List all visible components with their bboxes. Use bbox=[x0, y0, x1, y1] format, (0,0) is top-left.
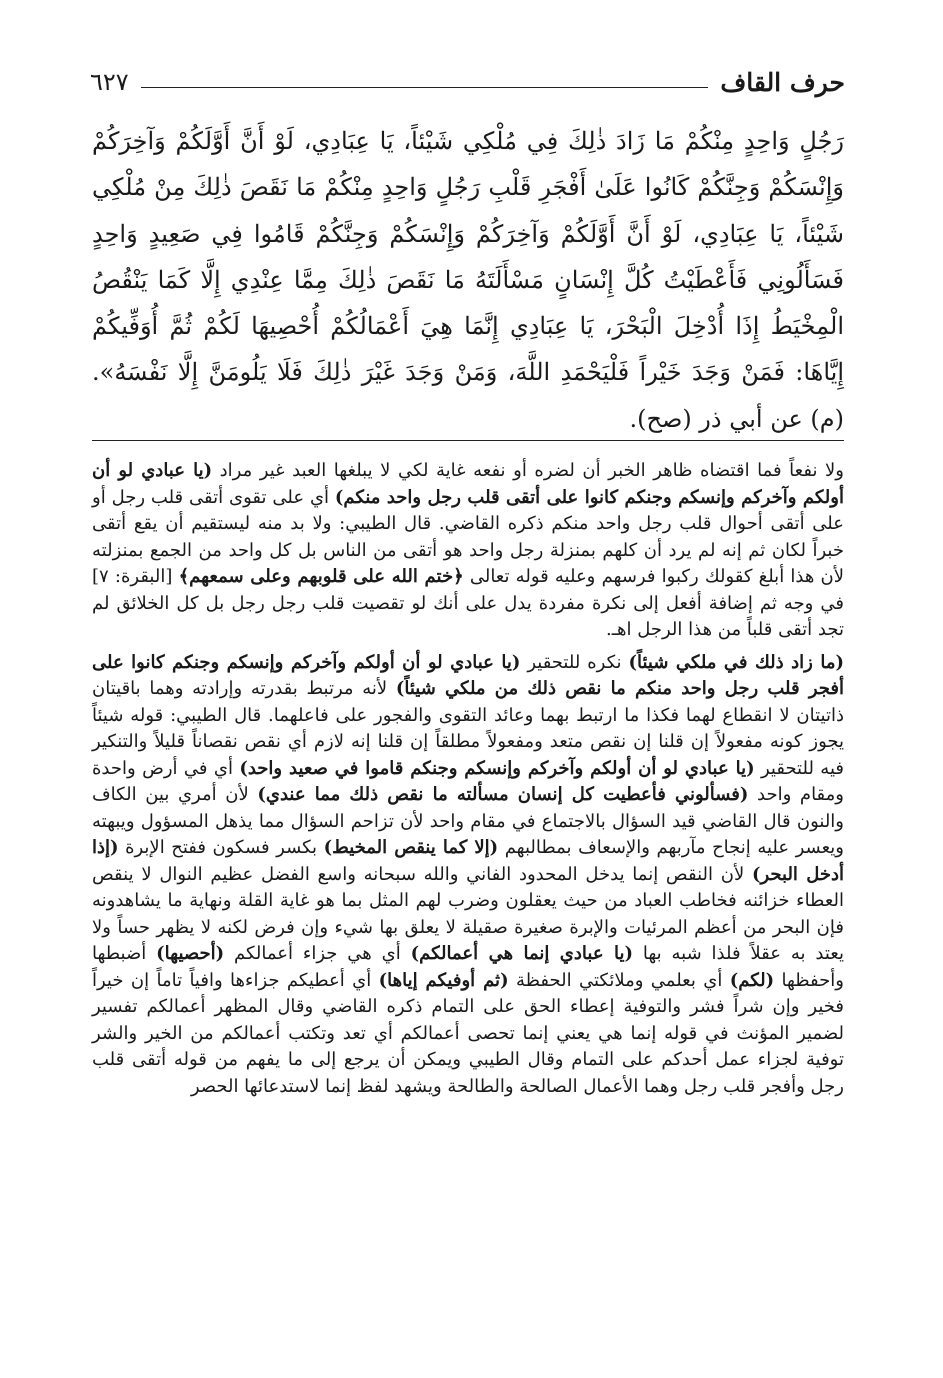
commentary-text: أي في أرض واحدة ومقام واحد bbox=[92, 757, 844, 805]
header-rule bbox=[141, 87, 709, 88]
page-header bbox=[90, 62, 845, 102]
commentary-block bbox=[92, 458, 844, 1100]
running-title: حرف القاف bbox=[720, 67, 845, 97]
commentary-text: لأن النقص إنما يدخل المحدود الفاني والله سبحانه واسع الفضل عظيم النوال لا ينقص العطاء خزائنه فخاطب العباد من حيث يعقلون وضرب لهم المثل بما هو غاية القلة ونهاية ما يشاهدونه فإن البحر من أعظم المرئيات والإبرة صغيرة صقيلة لا يعلق بها شيء وإن فرض لكنه لا يظهر حساً ولا يعتد به عقلاً فلذا شبه بها bbox=[92, 863, 844, 964]
commentary-text: أي بعلمي وملائكتي الحفظة bbox=[508, 969, 730, 991]
commentary-text: بكسر فسكون ففتح الإبرة bbox=[118, 837, 324, 858]
hadith-quote: (يا عبادي إنما هي أعمالكم) bbox=[410, 943, 633, 964]
hadith-text: رَجُلٍ وَاحِدٍ مِنْكُمْ مَا زَادَ ذٰلِكَ فِي مُلْكِي شَيْئاً، يَا عِبَادِي، لَوْ أَنَّ أَوَّلَكُمْ وَآخِرَكُمْ وَإِنْسَكُمْ وَجِنَّكُمْ كَانُوا عَلَىٰ أَفْجَرِ قَلْبِ رَجُلٍ وَاحِدٍ مِنْكُمْ مَا نَقَصَ ذٰلِكَ مِنْ مُلْكِي شَيْئاً، يَا عِبَادِي، لَوْ أَنَّ أَوَّلَكُمْ وَآخِرَكُمْ وَإِنْسَكُمْ وَجِنَّكُمْ قَامُوا فِي صَعِيدٍ وَاحِدٍ فَسَأَلُونِي فَأَعْطَيْتُ كُلَّ إِنْسَانٍ مَسْأَلَتَهُ مَا نَقَصَ ذٰلِكَ مِمَّا عِنْدِي إِلَّا كَمَا يَنْقُصُ الْمِخْيَطُ إِذَا أُدْخِلَ الْبَحْرَ، يَا عِبَادِي إِنَّمَا هِيَ أَعْمَالُكُمْ أُحْصِيهَا لَكُمْ ثُمَّ أُوَفِّيكُمْ إِيَّاهَا: فَمَنْ وَجَدَ خَيْراً فَلْيَحْمَدِ اللَّهَ، وَمَنْ وَجَدَ غَيْرَ ذٰلِكَ فَلَا يَلُومَنَّ إِلَّا نَفْسَهُ». (م) عن أبي ذر (صح). bbox=[92, 127, 845, 433]
footnote-divider bbox=[92, 440, 844, 441]
hadith-quote: (إلا كما ينقص المخيط) bbox=[323, 837, 499, 858]
commentary-text: نكره للتحقير bbox=[520, 651, 629, 673]
hadith-quote: (إذا أدخل البحر) bbox=[92, 837, 844, 885]
page-number: ٦٢٧ bbox=[90, 68, 129, 96]
commentary-text: أضبطها وأحفظها bbox=[92, 943, 844, 991]
commentary-text: [البقرة: ٧] في وجه ثم إضافة أفعل إلى نكرة مفردة يدل على أنك لو تقصيت قلب رجل رجل بل كل الخلائق لم تجد أتقى قلباً من هذا الرجل اهـ. bbox=[92, 566, 844, 640]
commentary-text: أي أعطيكم جزاءها وافياً تاماً إن خيراً فخير وإن شراً فشر والتوفية إعطاء الحق على التمام ذكره القاضي وقال المظهر أعمالكم تفسير لضمير المؤنث في قوله إنما هي يعني إنما تحصى أعمالكم أي تعد وتكتب أعمالكم من الخير والشر توفية لجزاء عمل أحدكم على التمام وقال الطيبي ويمكن أن يرجع إلى ما يفهم من قوله أتقى قلب رجل وأفجر قلب رجل وهما الأعمال الصالحة والطالحة ويشهد لفظ إنما لاستدعائها الحصر bbox=[92, 969, 844, 1097]
hadith-text-block bbox=[92, 118, 844, 442]
hadith-quote: (يا عبادي لو أن أولكم وآخركم وإنسكم وجنكم كانوا على أفجر قلب رجل واحد منكم ما نقص ذلك من ملكي شيئاً) bbox=[92, 651, 845, 699]
hadith-quote: (أحصيها) bbox=[156, 943, 225, 964]
commentary-text: ولا نفعاً فما اقتضاه ظاهر الخبر أن لضره أو نفعه غاية لكي لا يبلغها العبد غير مراد bbox=[212, 460, 844, 481]
hadith-quote: (فسألوني فأعطيت كل إنسان مسألته ما نقص ذلك مما عندي) bbox=[257, 784, 749, 805]
hadith-quote: (يا عبادي لو أن أولكم وآخركم وإنسكم وجنكم كانوا على أتقى قلب رجل واحد منكم) bbox=[92, 460, 844, 508]
commentary-text: لأن أمري بين الكاف والنون قال القاضي قيد السؤال بالاجتماع في مقام واحد لأن تزاحم السؤال مما يذهل المسؤول ويبهته ويعسر عليه إنجاح مآربهم والإسعاف بمطالبهم bbox=[92, 784, 844, 858]
commentary-paragraph-1 bbox=[92, 458, 844, 644]
hadith-quote: (ثم أوفيكم إياها) bbox=[378, 969, 509, 991]
hadith-quote: (لكم) bbox=[729, 969, 775, 991]
hadith-quote: (يا عبادي لو أن أولكم وآخركم وإنسكم وجنكم قاموا في صعيد واحد) bbox=[239, 757, 755, 779]
commentary-text: لأنه مرتبط بقدرته وإرادته وهما باقيتان ذاتيتان لا انقطاع لهما فكذا ما ارتبط بهما وعائد التقوى والفجور على فاعلهما. قال الطيبي: قوله شيئاً يجوز كونه مفعولاً إن قلنا إن نقص متعد ومفعولاً مطلقاً إن قلنا إنه لازم أي نقص نقصاناً قليلاً والتنكير فيه للتحقير bbox=[92, 678, 844, 779]
quran-quote: ﴿ختم الله على قلوبهم وعلى سمعهم﴾ bbox=[178, 566, 464, 587]
commentary-text: أي هي جزاء أعمالكم bbox=[224, 943, 411, 964]
commentary-paragraph-2 bbox=[92, 650, 844, 1101]
commentary-text: أي على تقوى أتقى قلب رجل أو على أتقى أحوال قلب رجل واحد منكم ذكره القاضي. قال الطيبي: ولا بد منه ليستقيم أن يقع أتقى خبراً لكان ثم إنه لم يرد أن كلهم بمنزلة رجل واحد هو أتقى من الناس بل كل واحد من الجمع بمنزلته لأن هذا أبلغ كقولك ركبوا فرسهم وعليه قوله تعالى bbox=[92, 486, 844, 587]
hadith-quote: (ما زاد ذلك في ملكي شيئاً) bbox=[628, 651, 844, 673]
